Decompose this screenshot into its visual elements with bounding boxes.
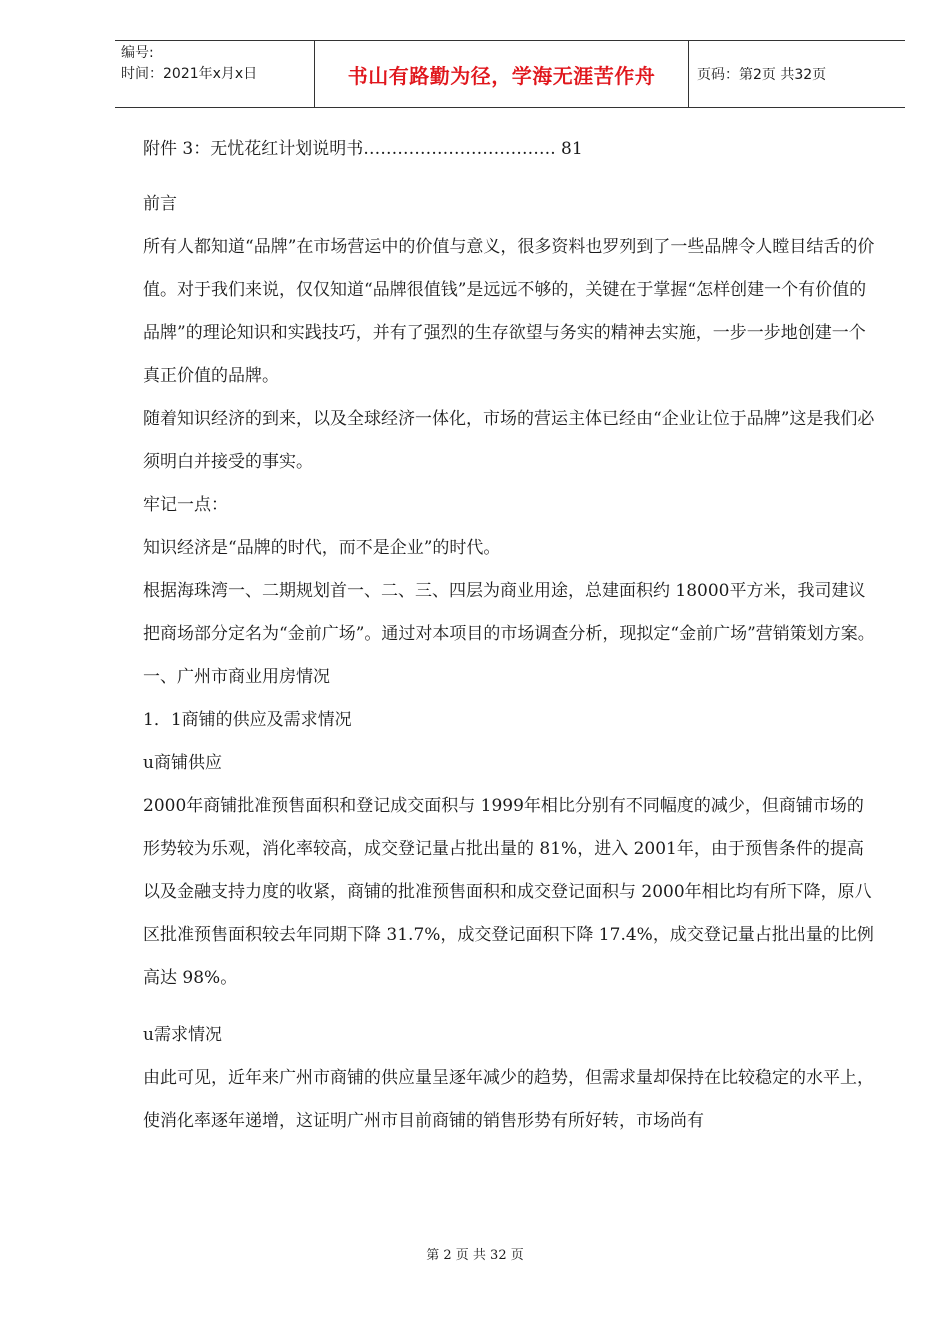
toc-entry: 附件 3：无忧花红计划说明书……………………………. 81 [143,139,583,159]
bullet-heading: u需求情况 [143,1025,222,1045]
header-meta [115,41,315,107]
paragraph: 知识经济是“品牌的时代，而不是企业”的时代。 [143,538,501,558]
document-body [143,128,878,1143]
document-time: 时间：2021年x月x日 [121,66,258,82]
paragraph: 随着知识经济的到来，以及全球经济一体化，市场的营运主体已经由“企业让位于品牌”这是我们必须明白并接受的事实。 [143,409,875,472]
document-number: 编号: [121,45,154,61]
preface-heading: 前言 [143,194,177,214]
bullet-heading: u商铺供应 [143,753,222,773]
paragraph: 根据海珠湾一、二期规划首一、二、三、四层为商业用途，总建面积约 18000平方米，我司建议把商场部分定名为“金前广场”。通过对本项目的市场调查分析，现拟定“金前广场”营销策划方案。 [143,581,875,644]
page-header [115,40,905,108]
paragraph: 2000年商铺批准预售面积和登记成交面积与 1999年相比分别有不同幅度的减少，但商铺市场的形势较为乐观，消化率较高，成交登记量占批出量的 81%，进入 2001年，由于预售条件的提高以及金融支持力度的收紧，商铺的批准预售面积和成交登记面积与 2000年相比均有所下降，原八区批准预售面积较去年同期下降 31.7%，成交登记面积下降 17.4%，成交登记量占批出量的比例高达 98%。 [143,796,874,988]
paragraph: 由此可见，近年来广州市商铺的供应量呈逐年减少的趋势，但需求量却保持在比较稳定的水平上，使消化率逐年递增，这证明广州市目前商铺的销售形势有所好转，市场尚有 [143,1068,874,1131]
paragraph: 所有人都知道“品牌”在市场营运中的价值与意义，很多资料也罗列到了一些品牌令人瞠目结舌的价值。对于我们来说，仅仅知道“品牌很值钱”是远远不够的，关键在于掌握“怎样创建一个有价值的品牌”的理论知识和实践技巧，并有了强烈的生存欲望与务实的精神去实施，一步一步地创建一个真正价值的品牌。 [143,237,875,386]
section-heading: 一、广州市商业用房情况 [143,667,330,687]
header-page-number: 页码：第2页 共32页 [697,67,827,83]
paragraph: 牢记一点： [143,495,228,515]
header-slogan: 书山有路勤为径，学海无涯苦作舟 [347,63,656,88]
page-footer: 第 2 页 共 32 页 [426,1248,524,1263]
header-slogan-cell [315,41,689,107]
subsection-heading: 1．1商铺的供应及需求情况 [143,710,352,730]
